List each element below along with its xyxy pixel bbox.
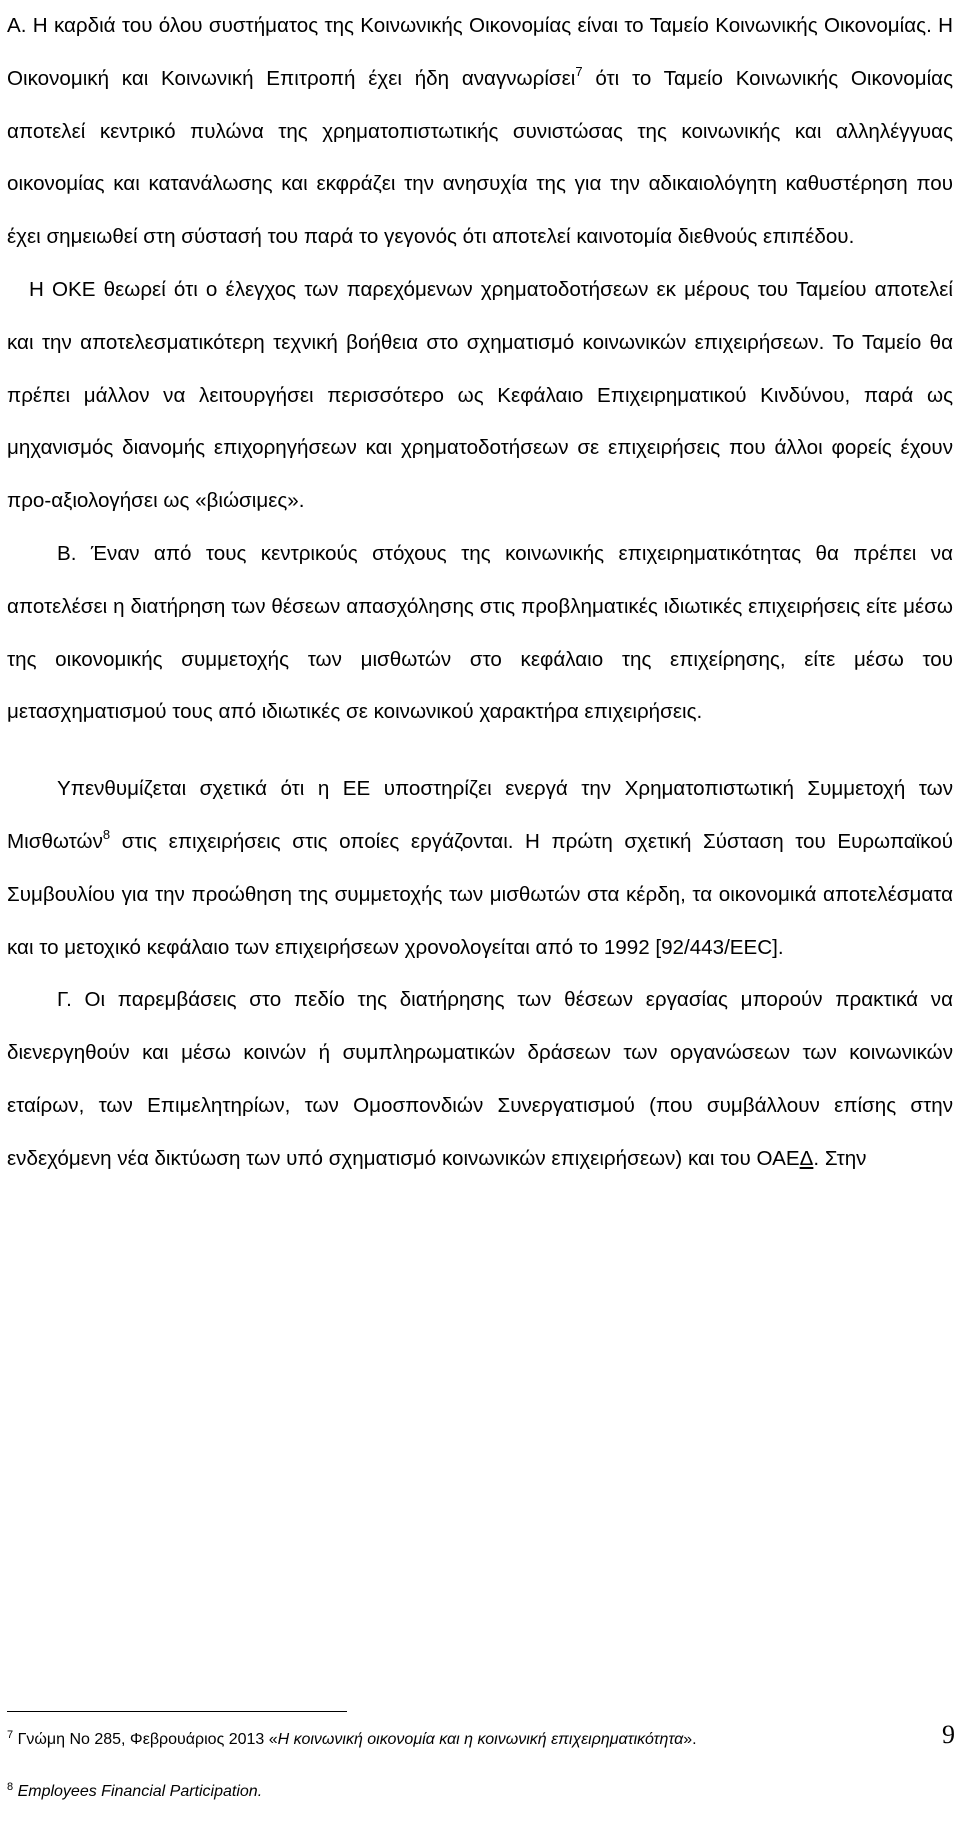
paragraph-oke: Η ΟΚΕ θεωρεί ότι ο έλεγχος των παρεχόμενων χρηματοδοτήσεων εκ μέρους του Ταμείου αποτελεί και την αποτελεσματικότερη τεχνική βοήθεια στο σχηματισμό κοινωνικών επιχειρήσεων. Το Ταμείο θα πρέπει μάλλον να λειτουργήσει περισσότερο ως Κεφάλαιο Επιχειρηματικού Κινδύνου, παρά ως μηχανισμός διανομής επιχορηγήσεων και χρηματοδοτήσεων σε επιχειρήσεις που άλλοι φορείς έχουν προ-αξιολογήσει ως «βιώσιμες».: [7, 277, 953, 513]
footnote-separator: [7, 1711, 347, 1712]
footnote-ref-7: 7: [575, 63, 583, 79]
paragraph-reminder: Υπενθυμίζεται σχετικά ότι η ΕΕ υποστηρίζει ενεργά την Χρηματοπιστωτική Συμμετοχή των Μισθωτών$^8$ στις επιχειρήσεις στις οποίες εργάζονται. Η πρώτη σχετική Σύσταση του Ευρωπαϊκού Συμβουλίου για την προώθηση της συμμετοχής των μισθωτών στα κέρδη, τα οικονομικά αποτελέσματα και το μετοχικό κεφάλαιο των επιχειρήσεων χρονολογείται από το 1992 [92/443/ΕΕC].: [7, 777, 953, 959]
body-text: [7, 0, 953, 1186]
page-number: 9: [942, 1720, 955, 1749]
footnote-7: $^7$ Γνώμη Νο 285, Φεβρουάριος 2013 «Η κοινωνική οικονομία και η κοινωνική επιχειρηματικότητα».: [7, 1729, 697, 1748]
paragraph-c: Γ. Οι παρεμβάσεις στο πεδίο της διατήρησης των θέσεων εργασίας μπορούν πρακτικά να διενεργηθούν και μέσω κοινών ή συμπληρωματικών δράσεων των οργανώσεων των κοινωνικών εταίρων, των Επιμελητηρίων, των Ομοσπονδιών Συνεργατισμού (που συμβάλλουν επίσης στην ενδεχόμενη νέα δικτύωση των υπό σχηματισμό κοινωνικών επιχειρήσεων) και του ΟΑΕΔ. Στην: [7, 988, 953, 1170]
footnotes: [7, 1726, 953, 1830]
paragraph-b: Β. Έναν από τους κεντρικούς στόχους της κοινωνικής επιχειρηματικότητας θα πρέπει να αποτελέσει η διατήρηση των θέσεων απασχόλησης στις προβληματικές ιδιωτικές επιχειρήσεις είτε μέσω της οικονομικής συμμετοχής των μισθωτών στο κεφάλαιο της επιχείρησης, είτε μέσω του μετασχηματισμού τους από ιδιωτικές σε κοινωνικού χαρακτήρα επιχειρήσεις.: [7, 541, 953, 724]
underlined-letter: Δ: [799, 1146, 814, 1170]
paragraph-a: Α. Η καρδιά του όλου συστήματος της Κοινωνικής Οικονομίας είναι το Ταμείο Κοινωνικής Οικονομίας. Η Οικονομική και Κοινωνική Επιτροπή έχει ήδη αναγνωρίσει$^7$ ότι το Ταμείο Κοινωνικής Οικονομίας αποτελεί κεντρικό πυλώνα της χρηματοπιστωτικής συνιστώσας της κοινωνικής και αλληλέγγυας οικονομίας και κατανάλωσης και εκφράζει την ανησυχία της για την αδικαιολόγητη καθυστέρηση που έχει σημειωθεί στη σύστασή του παρά το γεγονός ότι αποτελεί καινοτομία διεθνούς επιπέδου.: [7, 14, 953, 249]
footnote-8: $^8$ Employees Financial Participation.: [7, 1781, 263, 1800]
footnote-ref-8: 8: [102, 826, 111, 842]
